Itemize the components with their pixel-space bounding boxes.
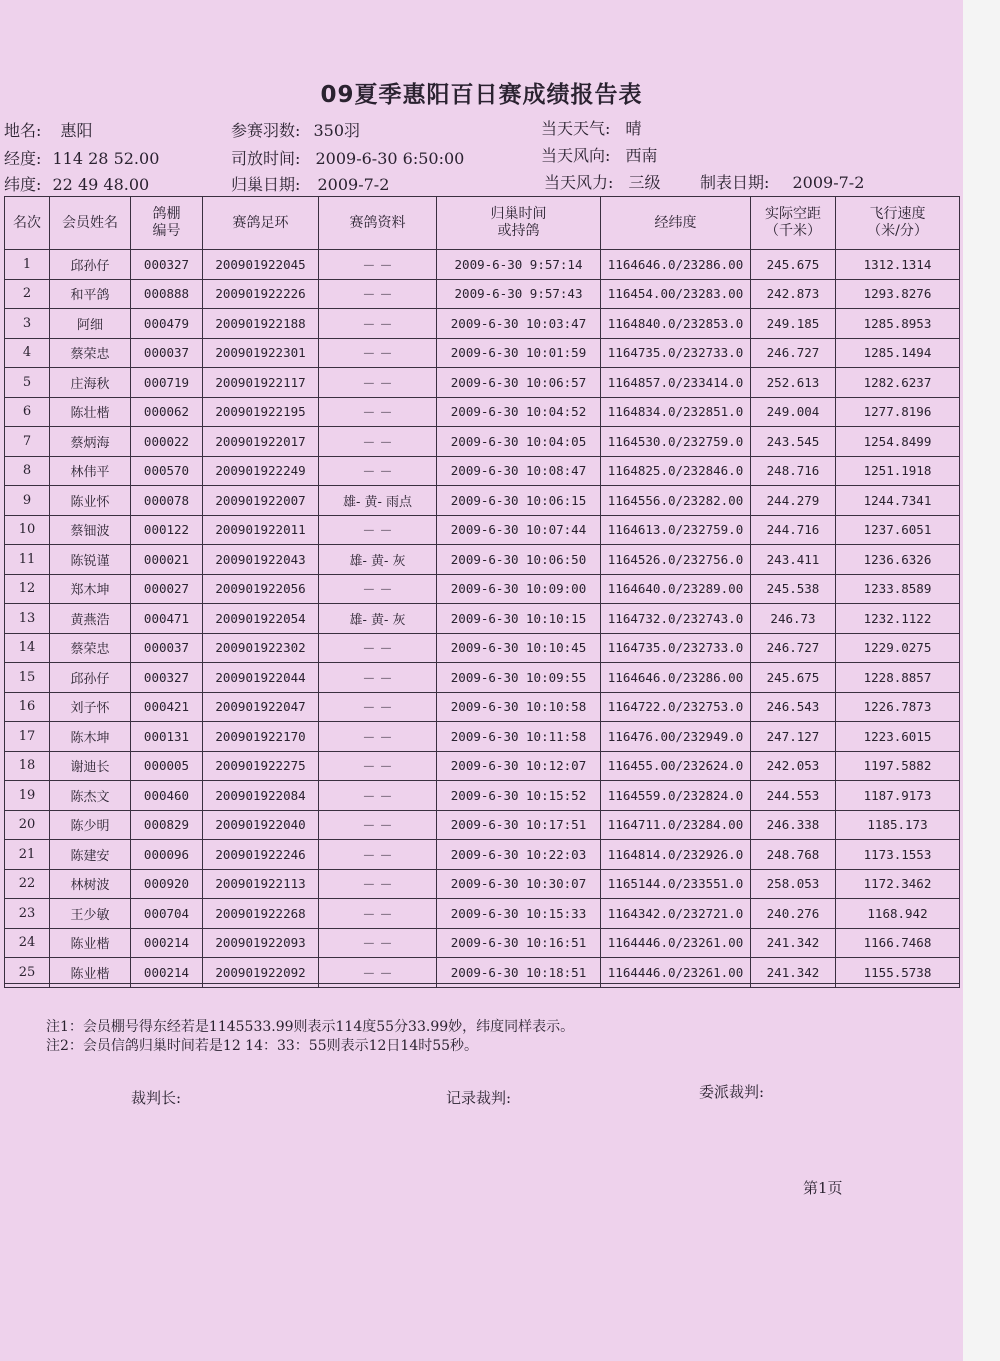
return-time-cell: 2009-6-30 10:10:15	[437, 604, 601, 634]
made-date-value: 2009-7-2	[792, 173, 865, 192]
release-time-label: 司放时间:	[231, 149, 301, 168]
loft-number-cell: 000214	[131, 928, 203, 958]
member-name-cell: 和平鸽	[50, 279, 131, 309]
member-name-cell: 黄燕浩	[50, 604, 131, 634]
coordinates-cell: 1164526.0/232756.0	[601, 545, 751, 575]
release-time-info	[231, 146, 464, 169]
loft-number-cell: 000122	[131, 515, 203, 545]
table-row	[5, 515, 960, 545]
distance-cell: 252.613	[751, 368, 836, 398]
pigeon-info-cell: － －	[319, 515, 437, 545]
loft-number-cell: 000719	[131, 368, 203, 398]
page-number: 第1页	[803, 1179, 843, 1197]
distance-cell: 243.411	[751, 545, 836, 575]
rank-cell: 9	[5, 486, 50, 516]
ring-number-cell: 200901922113	[203, 869, 319, 899]
ring-number-cell: 200901922195	[203, 397, 319, 427]
loft-number-cell: 000421	[131, 692, 203, 722]
rank-cell: 17	[5, 722, 50, 752]
coordinates-cell: 1164446.0/23261.00	[601, 928, 751, 958]
rank-cell: 6	[5, 397, 50, 427]
loft-number-cell: 000471	[131, 604, 203, 634]
ring-number-cell: 200901922045	[203, 250, 319, 280]
place-label: 地名:	[4, 121, 42, 140]
loft-number-cell: 000062	[131, 397, 203, 427]
member-name-cell: 蔡钿波	[50, 515, 131, 545]
wind-direction-info	[541, 143, 658, 166]
coordinates-cell: 1164559.0/232824.0	[601, 781, 751, 811]
coordinates-cell: 116454.00/23283.00	[601, 279, 751, 309]
return-date-info	[231, 172, 389, 195]
speed-cell: 1172.3462	[836, 869, 960, 899]
distance-cell: 244.553	[751, 781, 836, 811]
loft-number-cell: 000920	[131, 869, 203, 899]
coordinates-cell: 1164732.0/232743.0	[601, 604, 751, 634]
coordinates-cell: 1164646.0/23286.00	[601, 663, 751, 693]
return-time-cell: 2009-6-30 10:11:58	[437, 722, 601, 752]
coordinates-cell: 1164646.0/23286.00	[601, 250, 751, 280]
speed-cell: 1254.8499	[836, 427, 960, 457]
return-time-cell: 2009-6-30 10:09:00	[437, 574, 601, 604]
header-pigeon-info: 赛鸽资料	[319, 197, 437, 250]
return-time-cell: 2009-6-30 10:04:05	[437, 427, 601, 457]
pigeon-info-cell: － －	[319, 751, 437, 781]
coordinates-cell: 1164834.0/232851.0	[601, 397, 751, 427]
coordinates-cell: 1164814.0/232926.0	[601, 840, 751, 870]
pigeon-info-cell: 雄- 黄- 雨点	[319, 486, 437, 516]
ring-number-cell: 200901922117	[203, 368, 319, 398]
distance-cell: 249.004	[751, 397, 836, 427]
member-name-cell: 邱孙仔	[50, 663, 131, 693]
distance-cell: 246.543	[751, 692, 836, 722]
loft-number-cell: 000078	[131, 486, 203, 516]
distance-cell: 248.716	[751, 456, 836, 486]
report-title: 09夏季惠阳百日赛成绩报告表	[320, 82, 643, 108]
coordinates-cell: 116455.00/232624.0	[601, 751, 751, 781]
rank-cell: 8	[5, 456, 50, 486]
latitude-label: 纬度:	[4, 175, 42, 194]
return-time-cell: 2009-6-30 10:03:47	[437, 309, 601, 339]
return-date-label: 归巢日期:	[231, 175, 301, 194]
wind-force-label: 当天风力:	[544, 173, 614, 192]
note-1: 注1：会员棚号得东经若是1145533.99则表示114度55分33.99妙，纬度同样表示。	[46, 1019, 575, 1035]
entry-count-label: 参赛羽数:	[231, 121, 301, 140]
recorder-referee-label: 记录裁判:	[446, 1089, 512, 1107]
pigeon-info-cell: － －	[319, 663, 437, 693]
wind-force-info	[544, 170, 661, 193]
table-row	[5, 751, 960, 781]
table-row	[5, 368, 960, 398]
wind-direction-label: 当天风向:	[541, 146, 611, 165]
rank-cell: 10	[5, 515, 50, 545]
loft-number-cell: 000022	[131, 427, 203, 457]
speed-cell: 1187.9173	[836, 781, 960, 811]
latitude-value: 22 49 48.00	[52, 175, 150, 194]
return-time-cell: 2009-6-30 10:15:52	[437, 781, 601, 811]
table-row	[5, 574, 960, 604]
return-time-cell: 2009-6-30 10:18:51	[437, 958, 601, 988]
table-header-row	[5, 197, 960, 250]
pigeon-info-cell: － －	[319, 338, 437, 368]
distance-cell: 241.342	[751, 958, 836, 988]
loft-number-cell: 000131	[131, 722, 203, 752]
coordinates-cell: 1165144.0/233551.0	[601, 869, 751, 899]
header-speed: 飞行速度 （米/分）	[836, 197, 960, 250]
distance-cell: 245.538	[751, 574, 836, 604]
member-name-cell: 蔡荣忠	[50, 338, 131, 368]
return-time-cell: 2009-6-30 9:57:43	[437, 279, 601, 309]
pigeon-info-cell: － －	[319, 427, 437, 457]
member-name-cell: 刘子怀	[50, 692, 131, 722]
speed-cell: 1237.6051	[836, 515, 960, 545]
loft-number-cell: 000479	[131, 309, 203, 339]
table-row	[5, 250, 960, 280]
weather-value: 晴	[625, 119, 642, 138]
table-row	[5, 427, 960, 457]
speed-cell: 1228.8857	[836, 663, 960, 693]
table-row	[5, 692, 960, 722]
speed-cell: 1229.0275	[836, 633, 960, 663]
return-time-cell: 2009-6-30 10:22:03	[437, 840, 601, 870]
distance-cell: 245.675	[751, 250, 836, 280]
loft-number-cell: 000829	[131, 810, 203, 840]
coordinates-cell: 1164711.0/23284.00	[601, 810, 751, 840]
rank-cell: 1	[5, 250, 50, 280]
coordinates-cell: 116476.00/232949.0	[601, 722, 751, 752]
wind-force-value: 三级	[628, 173, 661, 192]
member-name-cell: 陈业怀	[50, 486, 131, 516]
weather-label: 当天天气:	[541, 119, 611, 138]
ring-number-cell: 200901922047	[203, 692, 319, 722]
speed-cell: 1155.5738	[836, 958, 960, 988]
rank-cell: 12	[5, 574, 50, 604]
pigeon-info-cell: － －	[319, 368, 437, 398]
ring-number-cell: 200901922249	[203, 456, 319, 486]
member-name-cell: 陈业楷	[50, 958, 131, 988]
ring-number-cell: 200901922011	[203, 515, 319, 545]
header-member-name: 会员姓名	[50, 197, 131, 250]
ring-number-cell: 200901922275	[203, 751, 319, 781]
note-2: 注2：会员信鸽归巢时间若是12 14：33：55则表示12日14时55秒。	[46, 1038, 479, 1054]
return-date-value: 2009-7-2	[317, 175, 390, 194]
loft-number-cell: 000037	[131, 633, 203, 663]
entry-count-info	[231, 118, 360, 141]
rank-cell: 5	[5, 368, 50, 398]
loft-number-cell: 000704	[131, 899, 203, 929]
ring-number-cell: 200901922188	[203, 309, 319, 339]
speed-cell: 1282.6237	[836, 368, 960, 398]
table-row	[5, 840, 960, 870]
ring-number-cell: 200901922170	[203, 722, 319, 752]
loft-number-cell: 000570	[131, 456, 203, 486]
speed-cell: 1285.1494	[836, 338, 960, 368]
member-name-cell: 陈壮楷	[50, 397, 131, 427]
ring-number-cell: 200901922017	[203, 427, 319, 457]
table-row	[5, 397, 960, 427]
distance-cell: 243.545	[751, 427, 836, 457]
ring-number-cell: 200901922084	[203, 781, 319, 811]
coordinates-cell: 1164825.0/232846.0	[601, 456, 751, 486]
pigeon-info-cell: － －	[319, 781, 437, 811]
longitude-value: 114 28 52.00	[52, 149, 160, 168]
loft-number-cell: 000096	[131, 840, 203, 870]
loft-number-cell: 000460	[131, 781, 203, 811]
pigeon-info-cell: － －	[319, 397, 437, 427]
ring-number-cell: 200901922056	[203, 574, 319, 604]
latitude-info	[4, 172, 149, 195]
member-name-cell: 王少敏	[50, 899, 131, 929]
made-date-label: 制表日期:	[700, 173, 770, 192]
rank-cell: 7	[5, 427, 50, 457]
speed-cell: 1244.7341	[836, 486, 960, 516]
pigeon-info-cell: － －	[319, 309, 437, 339]
member-name-cell: 林树波	[50, 869, 131, 899]
table-row	[5, 545, 960, 575]
header-return-time: 归巢时间 或持鸽	[437, 197, 601, 250]
member-name-cell: 郑木坤	[50, 574, 131, 604]
rank-cell: 2	[5, 279, 50, 309]
member-name-cell: 陈少明	[50, 810, 131, 840]
header-ring-number: 赛鸽足环	[203, 197, 319, 250]
pigeon-info-cell: － －	[319, 928, 437, 958]
loft-number-cell: 000005	[131, 751, 203, 781]
coordinates-cell: 1164735.0/232733.0	[601, 338, 751, 368]
table-row	[5, 781, 960, 811]
return-time-cell: 2009-6-30 10:06:15	[437, 486, 601, 516]
distance-cell: 249.185	[751, 309, 836, 339]
pigeon-info-cell: － －	[319, 250, 437, 280]
ring-number-cell: 200901922092	[203, 958, 319, 988]
distance-cell: 244.716	[751, 515, 836, 545]
pigeon-info-cell: － －	[319, 633, 437, 663]
ring-number-cell: 200901922301	[203, 338, 319, 368]
coordinates-cell: 1164530.0/232759.0	[601, 427, 751, 457]
distance-cell: 242.053	[751, 751, 836, 781]
return-time-cell: 2009-6-30 10:10:58	[437, 692, 601, 722]
ring-number-cell: 200901922040	[203, 810, 319, 840]
speed-cell: 1277.8196	[836, 397, 960, 427]
rank-cell: 3	[5, 309, 50, 339]
return-time-cell: 2009-6-30 10:07:44	[437, 515, 601, 545]
distance-cell: 241.342	[751, 928, 836, 958]
table-row	[5, 899, 960, 929]
pigeon-info-cell: － －	[319, 958, 437, 988]
ring-number-cell: 200901922246	[203, 840, 319, 870]
coordinates-cell: 1164857.0/233414.0	[601, 368, 751, 398]
member-name-cell: 蔡荣忠	[50, 633, 131, 663]
return-time-cell: 2009-6-30 10:12:07	[437, 751, 601, 781]
table-row	[5, 633, 960, 663]
rank-cell: 20	[5, 810, 50, 840]
speed-cell: 1185.173	[836, 810, 960, 840]
speed-cell: 1293.8276	[836, 279, 960, 309]
speed-cell: 1166.7468	[836, 928, 960, 958]
table-row	[5, 456, 960, 486]
coordinates-cell: 1164840.0/232853.0	[601, 309, 751, 339]
speed-cell: 1197.5882	[836, 751, 960, 781]
speed-cell: 1226.7873	[836, 692, 960, 722]
speed-cell: 1173.1553	[836, 840, 960, 870]
pigeon-info-cell: － －	[319, 869, 437, 899]
return-time-cell: 2009-6-30 10:04:52	[437, 397, 601, 427]
table-row	[5, 928, 960, 958]
return-time-cell: 2009-6-30 10:01:59	[437, 338, 601, 368]
member-name-cell: 陈杰文	[50, 781, 131, 811]
speed-cell: 1223.6015	[836, 722, 960, 752]
return-time-cell: 2009-6-30 10:06:57	[437, 368, 601, 398]
loft-number-cell: 000327	[131, 663, 203, 693]
return-time-cell: 2009-6-30 10:15:33	[437, 899, 601, 929]
return-time-cell: 2009-6-30 10:17:51	[437, 810, 601, 840]
member-name-cell: 陈木坤	[50, 722, 131, 752]
coordinates-cell: 1164640.0/23289.00	[601, 574, 751, 604]
rank-cell: 23	[5, 899, 50, 929]
made-date-info	[700, 170, 864, 193]
longitude-label: 经度:	[4, 149, 42, 168]
return-time-cell: 2009-6-30 10:10:45	[437, 633, 601, 663]
pigeon-info-cell: － －	[319, 574, 437, 604]
header-loft-number: 鸽棚 编号	[131, 197, 203, 250]
pigeon-info-cell: － －	[319, 692, 437, 722]
speed-cell: 1285.8953	[836, 309, 960, 339]
distance-cell: 244.279	[751, 486, 836, 516]
speed-cell: 1232.1122	[836, 604, 960, 634]
speed-cell: 1312.1314	[836, 250, 960, 280]
coordinates-cell: 1164556.0/23282.00	[601, 486, 751, 516]
header-rank: 名次	[5, 197, 50, 250]
table-row	[5, 309, 960, 339]
pigeon-info-cell: 雄- 黄- 灰	[319, 604, 437, 634]
distance-cell: 248.768	[751, 840, 836, 870]
loft-number-cell: 000214	[131, 958, 203, 988]
loft-number-cell: 000021	[131, 545, 203, 575]
ring-number-cell: 200901922268	[203, 899, 319, 929]
return-time-cell: 2009-6-30 10:30:07	[437, 869, 601, 899]
coordinates-cell: 1164735.0/232733.0	[601, 633, 751, 663]
rank-cell: 4	[5, 338, 50, 368]
member-name-cell: 谢迪长	[50, 751, 131, 781]
distance-cell: 246.727	[751, 633, 836, 663]
pigeon-info-cell: － －	[319, 279, 437, 309]
speed-cell: 1168.942	[836, 899, 960, 929]
rank-cell: 15	[5, 663, 50, 693]
rank-cell: 11	[5, 545, 50, 575]
ring-number-cell: 200901922093	[203, 928, 319, 958]
rank-cell: 16	[5, 692, 50, 722]
wind-direction-value: 西南	[625, 146, 658, 165]
member-name-cell: 陈业楷	[50, 928, 131, 958]
speed-cell: 1233.8589	[836, 574, 960, 604]
table-row	[5, 338, 960, 368]
longitude-info	[4, 146, 159, 169]
table-row	[5, 810, 960, 840]
ring-number-cell: 200901922044	[203, 663, 319, 693]
loft-number-cell: 000037	[131, 338, 203, 368]
ring-number-cell: 200901922043	[203, 545, 319, 575]
coordinates-cell: 1164342.0/232721.0	[601, 899, 751, 929]
return-time-cell: 2009-6-30 10:06:50	[437, 545, 601, 575]
pigeon-info-cell: － －	[319, 810, 437, 840]
rank-cell: 24	[5, 928, 50, 958]
table-bottom-rule	[4, 983, 959, 984]
place-value: 惠阳	[60, 121, 93, 140]
return-time-cell: 2009-6-30 9:57:14	[437, 250, 601, 280]
table-row	[5, 604, 960, 634]
rank-cell: 13	[5, 604, 50, 634]
distance-cell: 242.873	[751, 279, 836, 309]
distance-cell: 240.276	[751, 899, 836, 929]
member-name-cell: 庄海秋	[50, 368, 131, 398]
coordinates-cell: 1164722.0/232753.0	[601, 692, 751, 722]
table-row	[5, 279, 960, 309]
scan-margin	[963, 0, 1000, 1361]
rank-cell: 21	[5, 840, 50, 870]
header-coordinates: 经纬度	[601, 197, 751, 250]
rank-cell: 14	[5, 633, 50, 663]
speed-cell: 1236.6326	[836, 545, 960, 575]
distance-cell: 245.675	[751, 663, 836, 693]
rank-cell: 18	[5, 751, 50, 781]
member-name-cell: 邱孙仔	[50, 250, 131, 280]
member-name-cell: 阿细	[50, 309, 131, 339]
pigeon-info-cell: － －	[319, 722, 437, 752]
table-row	[5, 486, 960, 516]
ring-number-cell: 200901922226	[203, 279, 319, 309]
return-time-cell: 2009-6-30 10:09:55	[437, 663, 601, 693]
member-name-cell: 蔡炳海	[50, 427, 131, 457]
release-time-value: 2009-6-30 6:50:00	[315, 149, 465, 168]
member-name-cell: 林伟平	[50, 456, 131, 486]
return-time-cell: 2009-6-30 10:16:51	[437, 928, 601, 958]
table-row	[5, 663, 960, 693]
delegate-referee-label: 委派裁判:	[699, 1083, 765, 1101]
member-name-cell: 陈锐谨	[50, 545, 131, 575]
results-table	[4, 196, 960, 988]
distance-cell: 247.127	[751, 722, 836, 752]
chief-referee-label: 裁判长:	[131, 1089, 182, 1107]
pigeon-info-cell: － －	[319, 899, 437, 929]
distance-cell: 246.727	[751, 338, 836, 368]
place-info	[4, 118, 93, 141]
loft-number-cell: 000027	[131, 574, 203, 604]
rank-cell: 19	[5, 781, 50, 811]
header-distance: 实际空距 （千米）	[751, 197, 836, 250]
ring-number-cell: 200901922054	[203, 604, 319, 634]
speed-cell: 1251.1918	[836, 456, 960, 486]
table-row	[5, 869, 960, 899]
entry-count-value: 350羽	[313, 121, 361, 140]
loft-number-cell: 000327	[131, 250, 203, 280]
distance-cell: 258.053	[751, 869, 836, 899]
distance-cell: 246.73	[751, 604, 836, 634]
member-name-cell: 陈建安	[50, 840, 131, 870]
loft-number-cell: 000888	[131, 279, 203, 309]
coordinates-cell: 1164446.0/23261.00	[601, 958, 751, 988]
pigeon-info-cell: 雄- 黄- 灰	[319, 545, 437, 575]
weather-info	[541, 116, 642, 139]
distance-cell: 246.338	[751, 810, 836, 840]
table-row	[5, 722, 960, 752]
ring-number-cell: 200901922302	[203, 633, 319, 663]
pigeon-info-cell: － －	[319, 456, 437, 486]
ring-number-cell: 200901922007	[203, 486, 319, 516]
coordinates-cell: 1164613.0/232759.0	[601, 515, 751, 545]
pigeon-info-cell: － －	[319, 840, 437, 870]
return-time-cell: 2009-6-30 10:08:47	[437, 456, 601, 486]
rank-cell: 25	[5, 958, 50, 988]
rank-cell: 22	[5, 869, 50, 899]
